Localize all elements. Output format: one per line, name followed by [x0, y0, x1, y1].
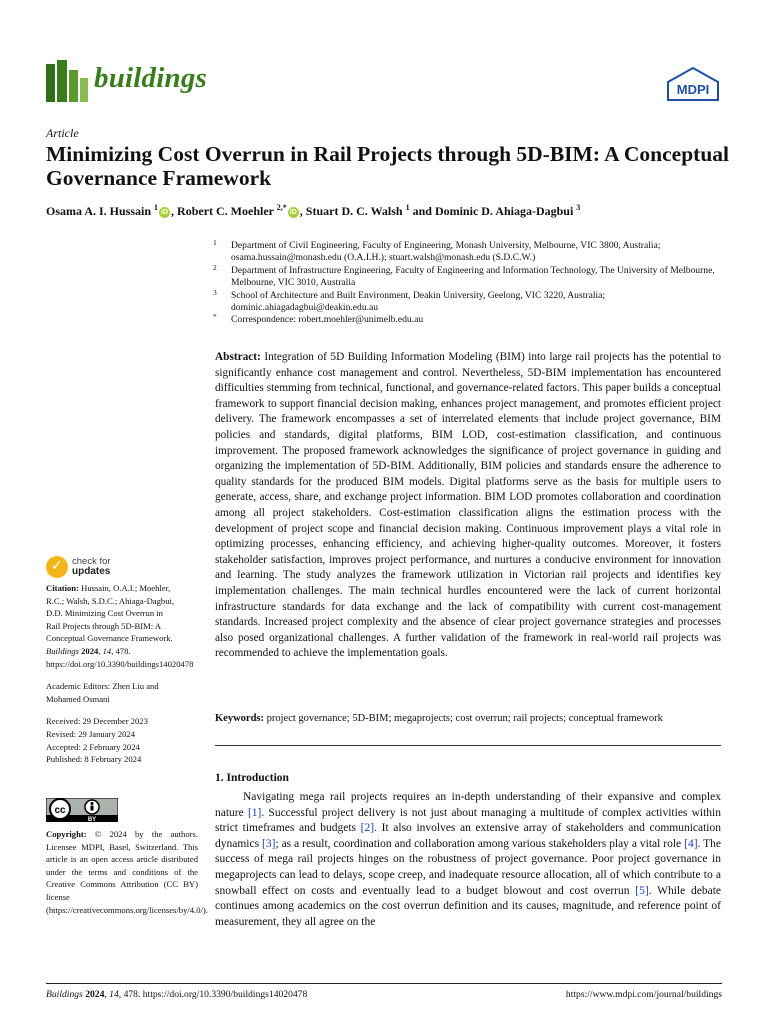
author-affiliation-sup: 2,*	[276, 203, 287, 212]
citation-label: Citation:	[46, 583, 79, 593]
reference-link[interactable]: [4]	[684, 837, 698, 850]
citation: Citation: Hussain, O.A.I.; Moehler, R.C.; Walsh, S.D.C.; Ahiaga-Dagbui, D.D. Minimizing Cost Overrun in Rail Projects through 5D-BIM: A Conceptual Governance Framework. Buildings 2024, 14, 478. https://doi.org/10.3390/buildings14020478	[46, 583, 194, 669]
date-published: Published: 8 February 2024	[46, 754, 142, 765]
affiliation-number: 1	[213, 238, 217, 247]
author-name: Dominic D. Ahiaga-Dagbui	[434, 204, 577, 218]
citation-year: 2024	[81, 645, 99, 656]
orcid-icon[interactable]: iD	[161, 209, 169, 216]
affiliation-number: *	[213, 312, 217, 322]
paper-title: Minimizing Cost Overrun in Rail Projects through 5D-BIM: A Conceptual Governance Framework	[46, 142, 730, 190]
intro-text: Navigating mega rail projects requires an in-depth understanding of their expansive and complex nature	[215, 791, 721, 819]
intro-paragraph	[215, 790, 721, 930]
footer-journal-url[interactable]: https://www.mdpi.com/journal/buildings	[565, 989, 722, 1000]
svg-text:cc: cc	[54, 805, 66, 816]
keywords-label: Keywords:	[215, 713, 264, 724]
copyright-text: © 2024 by the authors. Licensee MDPI, Basel, Switzerland. This article is an open access article distributed under the terms and conditions of the Creative Commons Attribution (CC BY) license (https://creativecommons.org/licenses/by/4.0/).	[46, 829, 208, 915]
citation-volume: 14	[102, 645, 112, 656]
copyright-notice	[46, 828, 208, 916]
author-affiliation-sup: 1	[154, 203, 159, 212]
author-name: Osama A. I. Hussain	[46, 204, 155, 218]
intro-text: . Successful project delivery is not just about managing a multitude of complex activities within strict timeframes and budgets	[215, 806, 721, 835]
footer-year: 2024	[85, 989, 105, 1000]
section-heading: 1. Introduction	[215, 772, 289, 784]
orcid-icon[interactable]: iD	[289, 209, 297, 216]
copyright-label: Copyright:	[46, 829, 87, 839]
abstract-label: Abstract:	[215, 351, 261, 363]
check-updates-text-bold: updates	[72, 566, 111, 577]
affiliation-text: Department of Infrastructure Engineering, Faculty of Engineering and Information Technology, The University of Melbourne, Melbourne, VIC 3010, Australia	[231, 264, 715, 289]
reference-link[interactable]: [1]	[247, 806, 262, 819]
affiliations	[213, 240, 733, 327]
author-name: Stuart D. C. Walsh	[305, 204, 406, 218]
date-revised: Revised: 29 January 2024	[46, 728, 136, 739]
keywords	[215, 712, 725, 726]
buildings-logo-icon	[46, 60, 90, 102]
footer-journal: Buildings	[46, 989, 83, 1000]
abstract-text: Integration of 5D Building Information Modeling (BIM) into large rail projects has the potential to significantly enhance cost management and control. Nevertheless, 5D-BIM implementation has encountered difficulties stemming from technical, functional, and governance-related factors. This paper builds a conceptual framework to support financial decision making, enhances project management, and promotes efficient project delivery. The framework encompasses a set of interrelated elements that include project governance, BIM policies and standards, digital platforms, BIM LOD, cost-estimation classification, and continuous improvement. The proposed framework acknowledges the significance of project governance in guiding and organizing the implementation of 5D-BIM. Additionally, BIM policies and standards ensure the adherence to quality standards for the produced BIM models. Digital platforms serve as the basis for multiple users to generate, access, share, and exchange project information. BIM LOD promotes collaboration and coordination among all project stakeholders. Cost-estimation classification aligns the estimation process with the development of project scope and financial decision making. Continuous improvement plays a vital role in optimizing processes, enhancing efficiency, and achieving higher-quality outcomes. Moreover, it fosters stakeholder satisfaction, improves project performance, and nurtures a conducive environment for innovation and learning. The study analyzes the framework utilization in Victorian rail projects and identifies key implementation challenges. The main technical hurdles encountered were the lack of current horizontal infrastructure standards for data exchange and the lack of compatibility with current cost-management standards. Increased project complexity and the absence of clear project governance strategies and processes also posed organizational challenges. A further validation of the framework in real-world rail projects was recommended to achieve the implementation goals.	[215, 351, 721, 660]
intro-text: . The success of mega rail projects hinges on the robustness of project governance. Poor project governance in megaprojects can lead to delays, scope creep, and inadequate resource allocation, all of which contribute to a snowball effect on costs and eventually lead to a budget blowout and cost overrun	[215, 837, 722, 897]
affiliation-item	[213, 262, 733, 290]
mdpi-logo-icon[interactable]	[664, 66, 722, 102]
footer-citation: Buildings 2024, 14, 478. https://doi.org/10.3390/buildings14020478	[46, 989, 308, 1000]
journal-name: buildings	[94, 62, 208, 94]
author-affiliation-sup: 3	[576, 203, 581, 212]
affiliation-item	[213, 287, 733, 315]
reference-link[interactable]: [5]	[635, 884, 649, 897]
affiliation-text: Department of Civil Engineering, Faculty of Engineering, Monash University, Melbourne, VIC 3800, Australia; osama.hussain@monash.edu (O.A.I.H.); stuart.walsh@monash.edu (S.D.C.W.)	[231, 240, 661, 264]
intro-text: . While debate continues among academics on the cost overrun definition and its causes, magnitude, and reference point of measurement, they all agree on the	[215, 884, 722, 928]
check-updates-icon: ✓	[46, 556, 68, 578]
affiliation-number: 2	[213, 262, 217, 272]
cc-by-label: BY	[87, 817, 97, 822]
check-updates-text: check for	[72, 556, 111, 567]
intro-text: . It also involves an extensive array of stakeholders and communication dynamics	[215, 822, 721, 850]
author-list: Osama A. I. Hussain $^1$iD , Robert C. Moehler $^{2,*}$iD , Stuart D. C. Walsh $^1$ and Dominic D. Ahiaga-Dagbui $^3$	[46, 203, 581, 218]
date-accepted: Accepted: 2 February 2024	[46, 741, 140, 752]
affiliation-item	[213, 314, 733, 326]
footer-rule	[46, 983, 722, 984]
mdpi-logo-text: MDPI	[676, 82, 710, 97]
affiliation-item	[213, 240, 733, 265]
citation-text: Hussain, O.A.I.; Moehler, R.C.; Walsh, S.D.C.; Ahiaga-Dagbui, D.D. Minimizing Cost Overrun in Rail Projects through 5D-BIM: A Conceptual Governance Framework.	[46, 583, 175, 644]
reference-link[interactable]: [2]	[360, 822, 375, 835]
academic-editors: Academic Editors: Zhen Liu and Mohamed Osmani	[46, 681, 159, 704]
section-divider	[215, 745, 721, 746]
affiliation-text: School of Architecture and Built Environment, Deakin University, Geelong, VIC 3220, Australia; dominic.ahiagadagbui@deakin.edu.au	[231, 289, 606, 314]
author-name: Robert C. Moehler	[177, 204, 277, 218]
cc-by-license-icon[interactable]	[46, 798, 118, 822]
abstract	[215, 350, 721, 662]
author-affiliation-sup: 1	[405, 203, 410, 212]
intro-text: ; as a result, coordination and collaboration among various stakeholders play a vital role	[275, 837, 685, 850]
citation-doi-link[interactable]: , 478. https://doi.org/10.3390/buildings14020478	[46, 645, 194, 669]
affiliation-number: 3	[213, 287, 217, 297]
keywords-text: project governance; 5D-BIM; megaprojects; cost overrun; rail projects; conceptual framework	[266, 713, 663, 724]
date-received: Received: 29 December 2023	[46, 716, 148, 727]
article-sidebar	[46, 582, 194, 766]
reference-link[interactable]: [3]	[262, 837, 276, 850]
check-for-updates-button[interactable]	[46, 556, 136, 578]
citation-journal: Buildings	[46, 645, 79, 656]
footer-doi-link[interactable]: , 478. https://doi.org/10.3390/buildings14020478	[118, 989, 308, 1000]
affiliation-text: Correspondence: robert.moehler@unimelb.edu.au	[231, 314, 424, 326]
footer-volume: 14	[109, 989, 119, 1000]
article-type: Article	[46, 126, 79, 140]
